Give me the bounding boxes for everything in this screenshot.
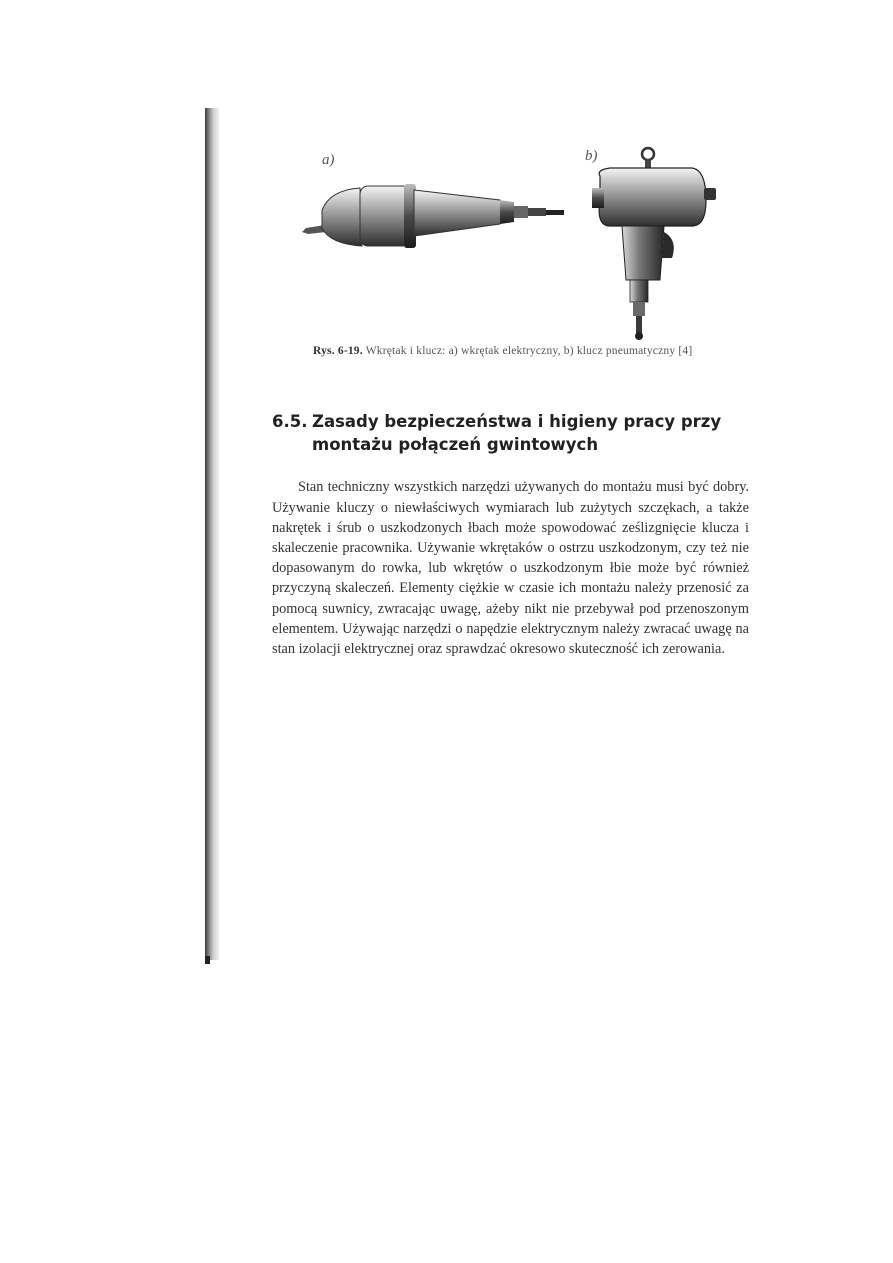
page-binding-edge	[205, 108, 219, 960]
section-heading	[272, 410, 742, 456]
body-paragraph: Stan techniczny wszystkich narzędzi używanych do montażu musi być dobry. Używanie kluczy o niewłaściwych wymiarach lub zużytych szczękach, a także nakrętek i śrub o uszkodzonych łbach może spowodować ześlizgnięcie klucza i skaleczenie pracownika. Używanie wkrętaków o ostrzu uszkodzonym, czy też nie dopasowanym do rowka, lub wkrętów o uszkodzonym łbie może być również przyczyną skaleczeń. Elementy ciężkie w czasie ich montażu należy przenosić za pomocą suwnicy, zwracając uwagę, ażeby nikt nie przebywał pod przenoszonym elementem. Używając narzędzi o napędzie elektrycznym należy zwracać uwagę na stan izolacji elektrycznej oraz sprawdzać okresowo skuteczność ich zerowania.	[272, 479, 749, 657]
caption-number: Rys. 6-19.	[313, 345, 363, 357]
section-title-line2: montażu połączeń gwintowych	[312, 435, 599, 454]
electric-screwdriver-drawing	[302, 184, 564, 248]
caption-text: Wkrętak i klucz: a) wkrętak elektryczny, b) klucz pneumatyczny [4]	[365, 345, 693, 357]
figure-6-19	[300, 140, 740, 345]
tools-illustration	[300, 140, 740, 345]
figure-label-a: a)	[322, 152, 335, 168]
pneumatic-wrench-drawing	[592, 148, 716, 340]
figure-caption	[313, 344, 728, 358]
figure-label-b: b)	[585, 148, 598, 164]
section-title-line1: Zasady bezpieczeństwa i higieny pracy przy	[312, 412, 722, 431]
section-number: 6.5.	[272, 412, 308, 431]
